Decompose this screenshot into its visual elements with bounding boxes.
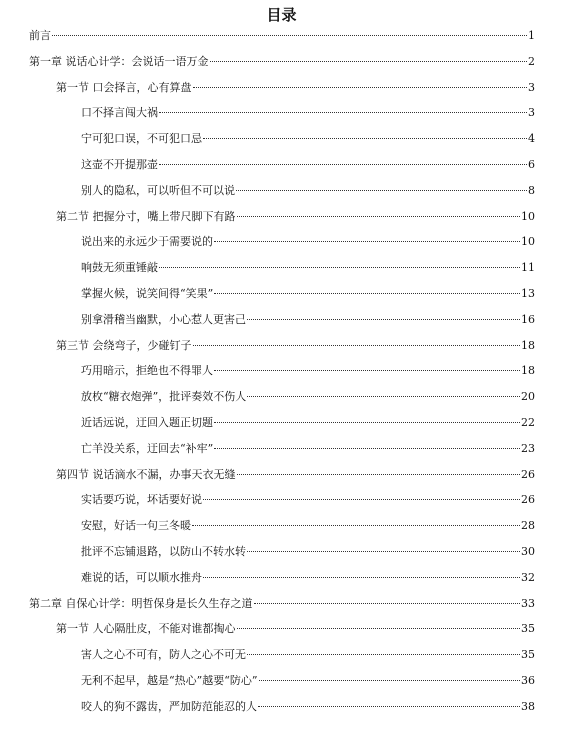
leader-dots [237,474,521,475]
leader-dots [210,61,528,62]
entry-text: 实话要巧说，坏话要好说 [81,493,202,507]
entry-text: 第三节 会绕弯子，少碰钉子 [56,338,192,352]
toc-entry-item[interactable] [81,131,535,147]
entry-page: 30 [521,545,535,558]
leader-dots [159,112,527,113]
entry-page: 3 [528,106,535,120]
entry-page: 20 [521,390,535,404]
entry-page: 13 [521,287,535,300]
toc-entry-item[interactable] [81,699,535,715]
entry-text: 第一章 说话心计学：会说话一语万金 [29,54,209,68]
leader-dots [203,499,520,500]
toc-entry-section[interactable] [56,80,535,96]
entry-text: 第四节 说话滴水不漏，办事天衣无缝 [56,467,236,481]
entry-page: 10 [521,235,535,249]
entry-text: 别拿滑稽当幽默，小心惹人更害己 [81,312,246,326]
entry-page: 38 [521,699,535,713]
entry-page: 28 [521,519,535,533]
entry-text: 无利不起早，越是“热心”越要“防心” [81,674,258,687]
entry-text: 近话远说，迂回入题正切题 [81,416,213,429]
entry-text: 害人之心不可有，防人之心不可无 [81,648,246,662]
entry-page: 6 [528,158,535,171]
entry-text: 掌握火候，说笑间得“笑果” [81,287,214,300]
entry-page: 33 [521,596,535,610]
entry-text: 安慰，好话一句三冬暖 [81,519,191,533]
toc-entry-section[interactable] [56,467,535,483]
entry-text: 第一节 口会择言，心有算盘 [56,80,192,94]
toc-entry-item[interactable] [81,312,535,328]
entry-page: 10 [521,209,535,223]
toc-entry-item[interactable] [81,286,535,302]
toc-entry-item[interactable] [81,544,535,560]
leader-dots [258,706,520,707]
leader-dots [159,164,527,165]
entry-page: 36 [521,674,535,687]
toc-entry-item[interactable] [81,441,535,457]
toc-entry-item[interactable] [81,389,535,405]
leader-dots [52,35,527,36]
leader-dots [236,190,527,191]
leader-dots [203,138,527,139]
leader-dots [247,551,520,552]
toc-entry-item[interactable] [81,570,535,586]
toc-entry-chapter-1[interactable] [29,54,535,70]
entry-text: 别人的隐私，可以听但不可以说 [81,183,235,197]
toc-entry-section[interactable] [56,621,535,637]
leader-dots [237,628,521,629]
entry-page: 1 [528,29,535,42]
entry-page: 35 [521,622,535,636]
entry-page: 18 [521,364,535,378]
entry-text: 前言 [29,29,51,42]
leader-dots [214,448,520,449]
toc-entry-item[interactable] [81,157,535,173]
entry-text: 咬人的狗不露齿，严加防范能忍的人 [81,699,257,713]
leader-dots [214,370,520,371]
toc-entry-item[interactable] [81,234,535,250]
entry-page: 11 [521,261,535,275]
toc-entry-item[interactable] [81,260,535,276]
entry-page: 23 [521,441,535,455]
entry-page: 16 [521,312,535,326]
entry-text: 口不择言闯大祸 [81,106,158,120]
toc-entry-preface[interactable] [29,28,535,44]
toc-entry-section[interactable] [56,338,535,354]
entry-text: 这壶不开提那壶 [81,158,158,171]
entry-text: 第一节 人心隔肚皮，不能对谁都掏心 [56,622,236,636]
entry-page: 35 [521,648,535,662]
leader-dots [203,577,520,578]
leader-dots [247,396,520,397]
entry-page: 26 [521,467,535,481]
entry-text: 亡羊没关系，迂回去“补牢” [81,441,214,455]
leader-dots [247,654,520,655]
leader-dots [214,241,520,242]
entry-text: 说出来的永远少于需要说的 [81,235,213,249]
entry-text: 第二节 把握分寸，嘴上带尺脚下有路 [56,209,236,223]
entry-text: 宁可犯口误，不可犯口忌 [81,132,202,146]
leader-dots [214,422,520,423]
entry-page: 32 [521,570,535,584]
leader-dots [237,216,521,217]
entry-page: 18 [521,338,535,352]
toc-entry-item[interactable] [81,518,535,534]
leader-dots [192,525,520,526]
toc-title: 目录 [266,6,297,24]
entry-text: 批评不忘铺退路，以防山不转水转 [81,545,246,558]
entry-text: 难说的话，可以顺水推舟 [81,570,202,584]
entry-text: 第二章 自保心计学：明哲保身是长久生存之道 [29,596,253,610]
leader-dots [193,345,521,346]
entry-page: 2 [528,54,535,68]
leader-dots [159,267,520,268]
toc-entry-item[interactable] [81,673,535,689]
entry-page: 4 [528,132,535,146]
toc-entry-item[interactable] [81,647,535,663]
leader-dots [259,680,521,681]
toc-entry-chapter-2[interactable] [29,596,535,612]
toc-entry-item[interactable] [81,183,535,199]
entry-page: 22 [521,416,535,429]
entry-text: 放枚“糖衣炮弹”，批评奏效不伤人 [81,390,247,404]
leader-dots [247,319,520,320]
entry-page: 8 [528,183,535,197]
entry-text: 响鼓无须重锤敲 [81,261,158,275]
entry-page: 3 [528,80,535,94]
toc-entry-item[interactable] [81,363,535,379]
leader-dots [254,603,521,604]
toc-entry-item[interactable] [81,492,535,508]
toc-entry-section[interactable] [56,209,535,225]
toc-entry-item[interactable] [81,415,535,431]
entry-page: 26 [521,493,535,507]
leader-dots [193,87,528,88]
leader-dots [214,293,520,294]
entry-text: 巧用暗示，拒绝也不得罪人 [81,364,213,378]
toc-entry-item[interactable] [81,105,535,121]
